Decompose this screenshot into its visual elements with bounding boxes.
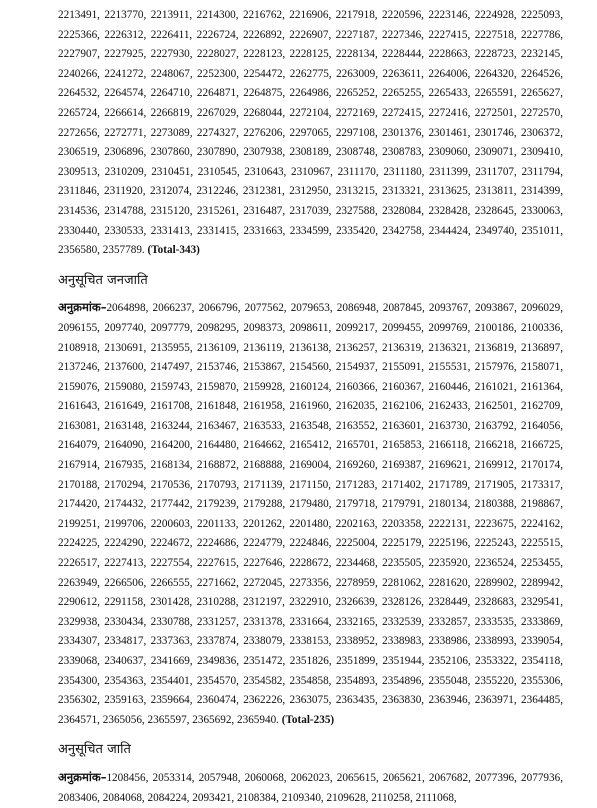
roll-prefix-label: अनुक्रमांक– <box>58 300 107 315</box>
st-roll-list <box>58 298 563 730</box>
st-section <box>58 271 563 731</box>
roll-prefix-label: अनुक्रमांक– <box>58 769 107 784</box>
sc-roll-list <box>58 768 563 808</box>
roll-number-list: 1208456, 2053314, 2057948, 2060068, 2062023, 2065615, 2065621, 2067682, 2077396, 2077936, 2083406, 2084068, 2084224, 2093421, 2108384, 2109340, 2109628, 2110258, 2111068, <box>58 771 563 804</box>
total-count: (Total-235) <box>281 713 335 726</box>
roll-number-list: 2213491, 2213770, 2213911, 2214300, 2216762, 2216906, 2217918, 2220596, 2223146, 2224928, 2225093, 2225366, 2226312, 2226411, 2226724, 2226892, 2226907, 2227187, 2227346, 2227415, 2227518, 2227786, 2227907, 2227925, 2227930, 2228027, 2228123, 2228125, 2228134, 2228444, 2228663, 2228723, 2232145, 2240266, 2241272, 2248067, 2252300, 2254472, 2262775, 2263009, 2263611, 2264006, 2264320, 2264526, 2264532, 2264574, 2264710, 2264871, 2264875, 2264986, 2265252, 2265255, 2265433, 2265591, 2265627, 2265724, 2266614, 2266819, 2267029, 2268044, 2272104, 2272169, 2272415, 2272416, 2272501, 2272570, 2272656, 2272771, 2273089, 2274327, 2276206, 2297065, 2297108, 2301376, 2301461, 2301746, 2306372, 2306519, 2306896, 2307860, 2307890, 2307938, 2308189, 2308748, 2308783, 2309060, 2309071, 2309410, 2309513, 2310209, 2310451, 2310545, 2310643, 2310967, 2311170, 2311180, 2311399, 2311707, 2311794, 2311846, 2311920, 2312074, 2312246, 2312381, 2312950, 2313215, 2313321, 2313625, 2313811, 2314399, 2314536, 2314788, 2315120, 2315261, 2316487, 2317039, 2327588, 2328084, 2328428, 2328645, 2330063, 2330440, 2330533, 2331413, 2331415, 2331663, 2334599, 2335420, 2342758, 2344424, 2349740, 2351011, 2356580, 2357789. <box>58 9 563 257</box>
section-heading: अनुसूचित जनजाति <box>58 272 148 288</box>
roll-number-list: 2064898, 2066237, 2066796, 2077562, 2079653, 2086948, 2087845, 2093767, 2093867, 2096029, 2096155, 2097740, 2097779, 2098295, 2098373, 2098611, 2099217, 2099455, 2099769, 2100186, 2100336, 2108918, 2130691, 2135955, 2136109, 2136119, 2136138, 2136257, 2136319, 2136321, 2136819, 2136897, 2137246, 2137600, 2147497, 2153746, 2153867, 2154560, 2154937, 2155091, 2155531, 2157976, 2158071, 2159076, 2159080, 2159743, 2159870, 2159928, 2160124, 2160366, 2160367, 2160446, 2161021, 2161364, 2161643, 2161649, 2161708, 2161848, 2161958, 2161960, 2162035, 2162106, 2162433, 2162501, 2162709, 2163081, 2163148, 2163244, 2163467, 2163533, 2163548, 2163552, 2163601, 2163730, 2163792, 2164056, 2164079, 2164090, 2164200, 2164480, 2164662, 2165412, 2165701, 2165853, 2166118, 2166218, 2166725, 2167914, 2167935, 2168134, 2168872, 2168888, 2169004, 2169260, 2169387, 2169621, 2169912, 2170174, 2170188, 2170294, 2170536, 2170793, 2171139, 2171150, 2171283, 2171402, 2171789, 2171905, 2173317, 2174420, 2174432, 2177442, 2179239, 2179288, 2179480, 2179718, 2179791, 2180134, 2180388, 2198867, 2199251, 2199706, 2200603, 2201133, 2201262, 2201480, 2202163, 2203358, 2222131, 2223675, 2224162, 2224225, 2224290, 2224672, 2224686, 2224779, 2224846, 2225004, 2225179, 2225196, 2225243, 2225515, 2226517, 2227413, 2227554, 2227615, 2227646, 2228672, 2234468, 2235505, 2235920, 2236524, 2253455, 2263949, 2266506, 2266555, 2271662, 2272045, 2273356, 2278959, 2281062, 2281620, 2289902, 2289942, 2290612, 2291158, 2301428, 2310288, 2312197, 2322910, 2326639, 2328126, 2328449, 2328683, 2329541, 2329938, 2330434, 2330788, 2331257, 2331378, 2331664, 2332165, 2332539, 2332857, 2333535, 2333869, 2334307, 2334817, 2337363, 2337874, 2338079, 2338153, 2338952, 2338983, 2338986, 2338993, 2339054, 2339068, 2340637, 2341669, 2349836, 2351472, 2351826, 2351899, 2351944, 2352106, 2353322, 2354118, 2354300, 2354363, 2354401, 2354570, 2354582, 2354858, 2354893, 2354896, 2355048, 2355220, 2355306, 2356302, 2359163, 2359664, 2360474, 2362226, 2363075, 2363435, 2363830, 2363946, 2363971, 2364485, 2364571, 2365056, 2365597, 2365692, 2365940. <box>58 302 563 726</box>
sc-section <box>58 740 563 808</box>
continuation-list <box>58 6 563 261</box>
section-heading: अनुसूचित जाति <box>58 742 131 758</box>
total-count: (Total-343) <box>147 244 200 257</box>
